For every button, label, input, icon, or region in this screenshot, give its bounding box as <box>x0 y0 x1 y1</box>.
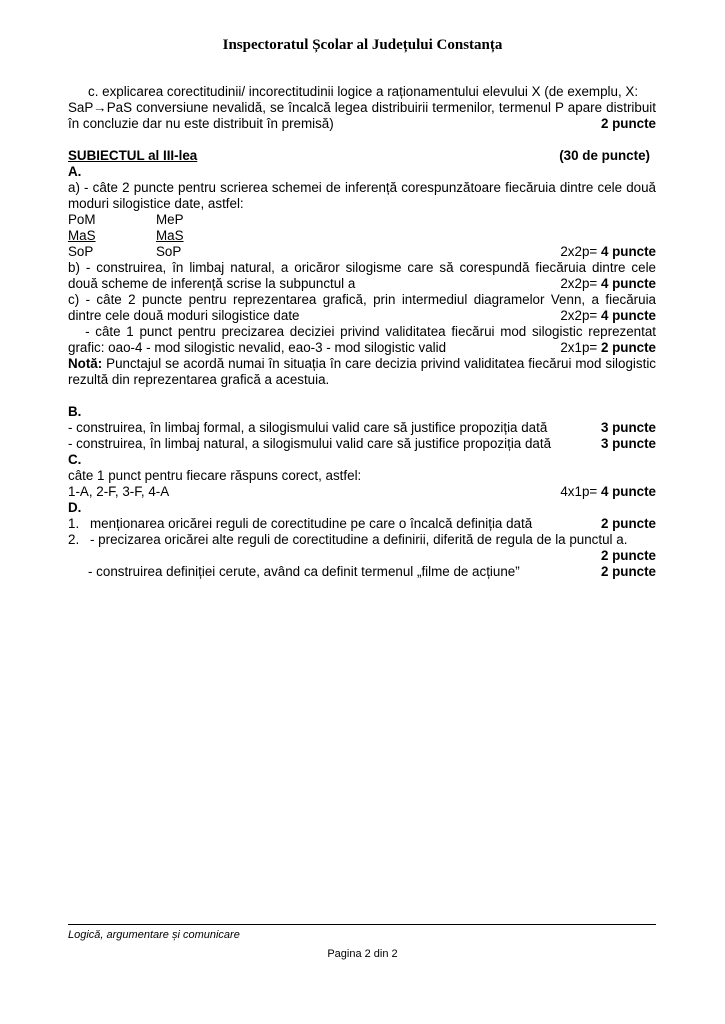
scheme-row-1 <box>68 212 656 228</box>
d-item3: - construirea definiției cerute, având ca definit termenul „filme de acțiune” <box>88 564 520 579</box>
scheme-row-3 <box>68 244 656 260</box>
page-header-title: Inspectoratul Școlar al Județului Constanța <box>222 37 503 53</box>
scheme-right-3: SoP <box>156 244 182 259</box>
b-line2: două scheme de inferență scrise la subpunctul a <box>68 276 356 291</box>
c-points: 2 puncte <box>600 116 656 131</box>
footer-subject: Logică, argumentare și comunicare <box>68 929 240 941</box>
footer-divider <box>68 924 656 925</box>
c-score <box>560 308 656 324</box>
b-item2-row <box>68 436 656 452</box>
c2-score-value: 2 puncte <box>600 340 656 355</box>
d-item1-row <box>68 516 656 532</box>
b-line1: b) - construirea, în limbaj natural, a oricăror silogisme care să corespundă fiecăruia dintre cele <box>68 260 656 275</box>
c2-score-prefix: 2x1p= <box>560 340 601 355</box>
b-item2-score: 3 puncte <box>600 436 656 451</box>
scheme-left-3: SoP <box>68 244 94 259</box>
d-item1-score: 2 puncte <box>600 516 656 531</box>
scheme-row-2 <box>68 228 656 244</box>
c-line3-row <box>68 116 656 132</box>
b-item1-row <box>68 420 656 436</box>
d-item3-score: 2 puncte <box>600 564 656 579</box>
subiect3-points: (30 de puncte) <box>559 148 650 163</box>
note-text1: Punctajul se acordă numai în situația în care decizia privind validitatea fiecărui mod silogistic <box>102 356 656 371</box>
c-line3: în concluzie dar nu este distribuit în premisă) <box>68 116 334 131</box>
scheme-right-1: MeP <box>156 212 184 227</box>
d-item2-score: 2 puncte <box>600 548 656 563</box>
b-score <box>560 276 656 292</box>
c2-line2: grafic: oao-4 - mod silogistic nevalid, eao-3 - mod silogistic valid <box>68 340 447 355</box>
a-score-value: 4 puncte <box>600 244 656 259</box>
section-c-answers: 1-A, 2-F, 3-F, 4-A <box>68 484 170 499</box>
a-score <box>560 244 656 260</box>
note-label: Notă: <box>68 356 103 371</box>
d-item1-num: 1. <box>68 516 80 531</box>
section-c-answers-row <box>68 484 656 500</box>
footer-page-number: Pagina 2 din 2 <box>327 948 398 960</box>
b-item1-score: 3 puncte <box>600 420 656 435</box>
section-b-label: B. <box>68 404 82 419</box>
scheme-left-2: MaS <box>68 228 96 243</box>
a-line1: a) - câte 2 puncte pentru scrierea schemei de inferență corespunzătoare fiecăruia dintre cele două <box>68 180 656 195</box>
c-item-line1: c) - câte 2 puncte pentru reprezentarea grafică, prin intermediul diagramelor Venn, a fiecăruia <box>68 292 656 307</box>
subiect3-heading <box>68 148 656 164</box>
scheme-right-2: MaS <box>156 228 184 243</box>
note-line1 <box>68 356 656 372</box>
scheme-left-1: PoM <box>68 212 96 227</box>
a-score-prefix: 2x2p= <box>560 244 601 259</box>
c2-score <box>560 340 656 356</box>
section-c-score <box>560 484 656 500</box>
c2-line2-row <box>68 340 656 356</box>
b-item1: - construirea, în limbaj formal, a silogismului valid care să justifice propoziția dată <box>68 420 548 435</box>
section-c-score-prefix: 4x1p= <box>560 484 601 499</box>
b-line2-row <box>68 276 656 292</box>
section-c-score-value: 4 puncte <box>600 484 656 499</box>
b-score-value: 4 puncte <box>600 276 656 291</box>
section-a-label: A. <box>68 164 82 179</box>
d-item1: menționarea oricărei reguli de corectitudine pe care o încalcă definiția dată <box>90 516 533 531</box>
d-item2-num: 2. <box>68 532 80 547</box>
c-score-prefix: 2x2p= <box>560 308 601 323</box>
d-item2: - precizarea oricărei alte reguli de corectitudine a definirii, diferită de regula de la punctul a. <box>90 532 628 547</box>
c2-line1: - câte 1 punct pentru precizarea deciziei privind validitatea fiecărui mod silogistic reprezentat <box>68 324 656 339</box>
section-c-line1: câte 1 punct pentru fiecare răspuns corect, astfel: <box>68 468 362 483</box>
subiect3-title: SUBIECTUL al III-lea <box>68 148 198 163</box>
b-item2: - construirea, în limbaj natural, a silogismului valid care să justifice propoziția dată <box>68 436 552 451</box>
section-d-label: D. <box>68 500 82 515</box>
b-score-prefix: 2x2p= <box>560 276 601 291</box>
d-item2-row <box>68 532 656 548</box>
c-item-line2: dintre cele două moduri silogistice date <box>68 308 300 323</box>
a-line2: moduri silogistice date, astfel: <box>68 196 244 211</box>
c-score-value: 4 puncte <box>600 308 656 323</box>
note-line2: rezultă din reprezentarea grafică a acestuia. <box>68 372 330 387</box>
section-c-label: C. <box>68 452 82 467</box>
c-line1: c. explicarea corectitudinii/ incorectitudinii logice a raționamentului elevului X (de exemplu, X: <box>88 84 639 99</box>
c-item-line2-row <box>68 308 656 324</box>
c-line2: SaP→PaS conversiune nevalidă, se încalcă legea distribuirii termenilor, termenul P apare distribuit <box>68 100 656 115</box>
